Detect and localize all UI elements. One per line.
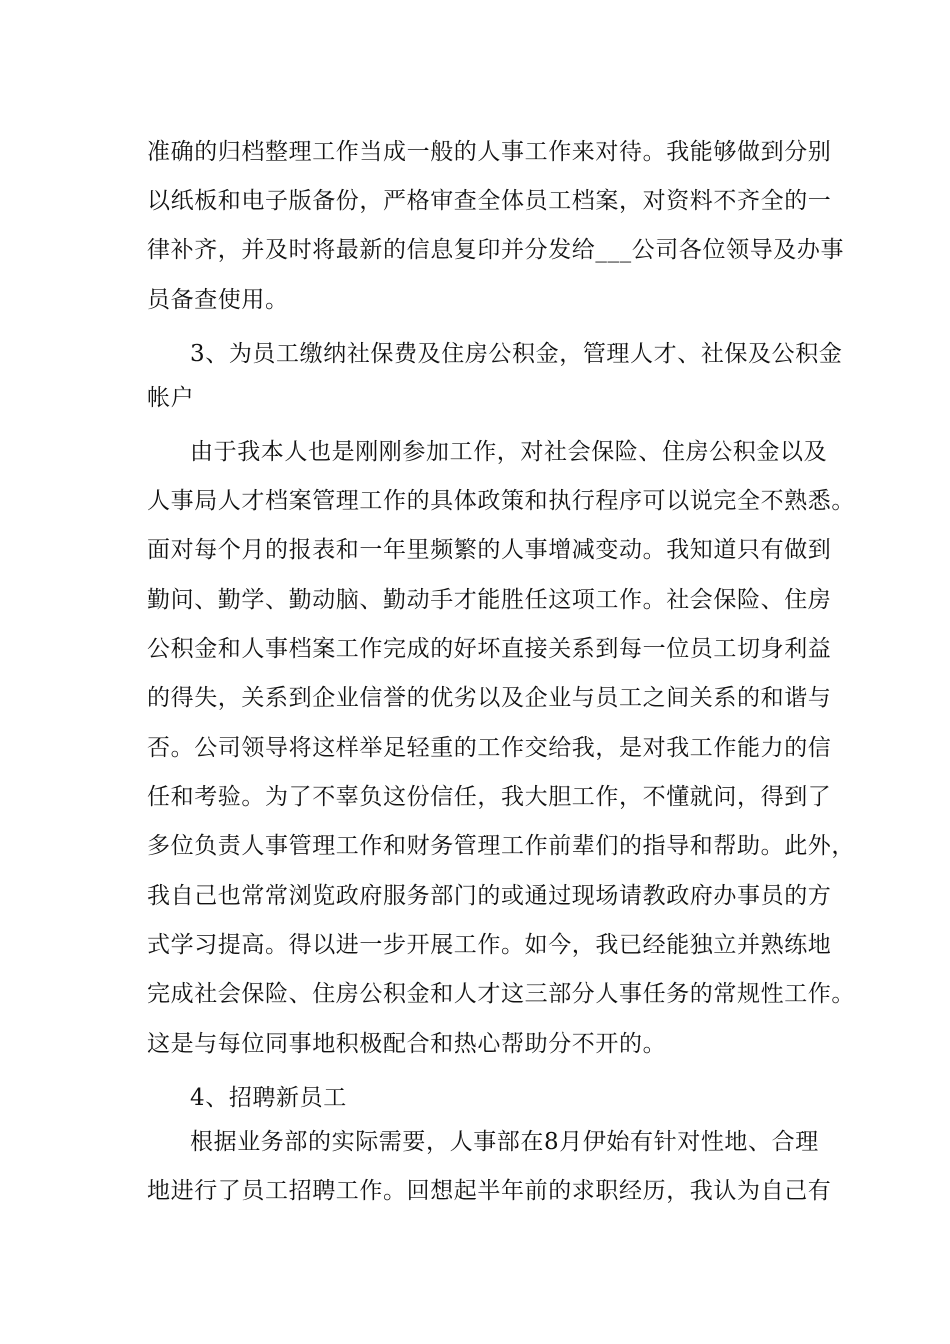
text-line: 律补齐，并及时将最新的信息复印并分发给___公司各位领导及办事 bbox=[147, 237, 845, 263]
section-heading: 3、为员工缴纳社保费及住房公积金，管理人才、社保及公积金 bbox=[190, 341, 843, 367]
section-heading: 4、招聘新员工 bbox=[190, 1085, 347, 1111]
text-line: 这是与每位同事地积极配合和热心帮助分不开的。 bbox=[147, 1031, 667, 1057]
section-heading-continued: 帐户 bbox=[147, 385, 195, 411]
text-line: 我自己也常常浏览政府服务部门的或通过现场请教政府办事员的方 bbox=[147, 883, 832, 909]
text-line: 任和考验。为了不辜负这份信任，我大胆工作，不懂就问，得到了 bbox=[147, 784, 832, 810]
text-line: 员备查使用。 bbox=[147, 287, 289, 313]
paragraph-start-line: 由于我本人也是刚刚参加工作，对社会保险、住房公积金以及 bbox=[190, 439, 828, 465]
text-line: 以纸板和电子版备份，严格审查全体员工档案，对资料不齐全的一 bbox=[147, 188, 832, 214]
text-line: 的得失，关系到企业信誉的优劣以及企业与员工之间关系的和谐与 bbox=[147, 685, 832, 711]
text-line: 勤问、勤学、勤动脑、勤动手才能胜任这项工作。社会保险、住房 bbox=[147, 587, 832, 613]
text-line: 式学习提高。得以进一步开展工作。如今，我已经能独立并熟练地 bbox=[147, 932, 832, 958]
text-line: 地进行了员工招聘工作。回想起半年前的求职经历，我认为自己有 bbox=[147, 1178, 832, 1204]
text-line: 面对每个月的报表和一年里频繁的人事增减变动。我知道只有做到 bbox=[147, 537, 832, 563]
text-line: 公积金和人事档案工作完成的好坏直接关系到每一位员工切身利益 bbox=[147, 636, 832, 662]
text-line: 多位负责人事管理工作和财务管理工作前辈们的指导和帮助。此外， bbox=[147, 833, 855, 859]
text-line: 否。公司领导将这样举足轻重的工作交给我，是对我工作能力的信 bbox=[147, 735, 832, 761]
text-line: 完成社会保险、住房公积金和人才这三部分人事任务的常规性工作。 bbox=[147, 981, 855, 1007]
text-line: 人事局人才档案管理工作的具体政策和执行程序可以说完全不熟悉。 bbox=[147, 488, 855, 514]
text-line: 准确的归档整理工作当成一般的人事工作来对待。我能够做到分别 bbox=[147, 139, 832, 165]
paragraph-start-line: 根据业务部的实际需要，人事部在8月伊始有针对性地、合理 bbox=[190, 1129, 819, 1155]
